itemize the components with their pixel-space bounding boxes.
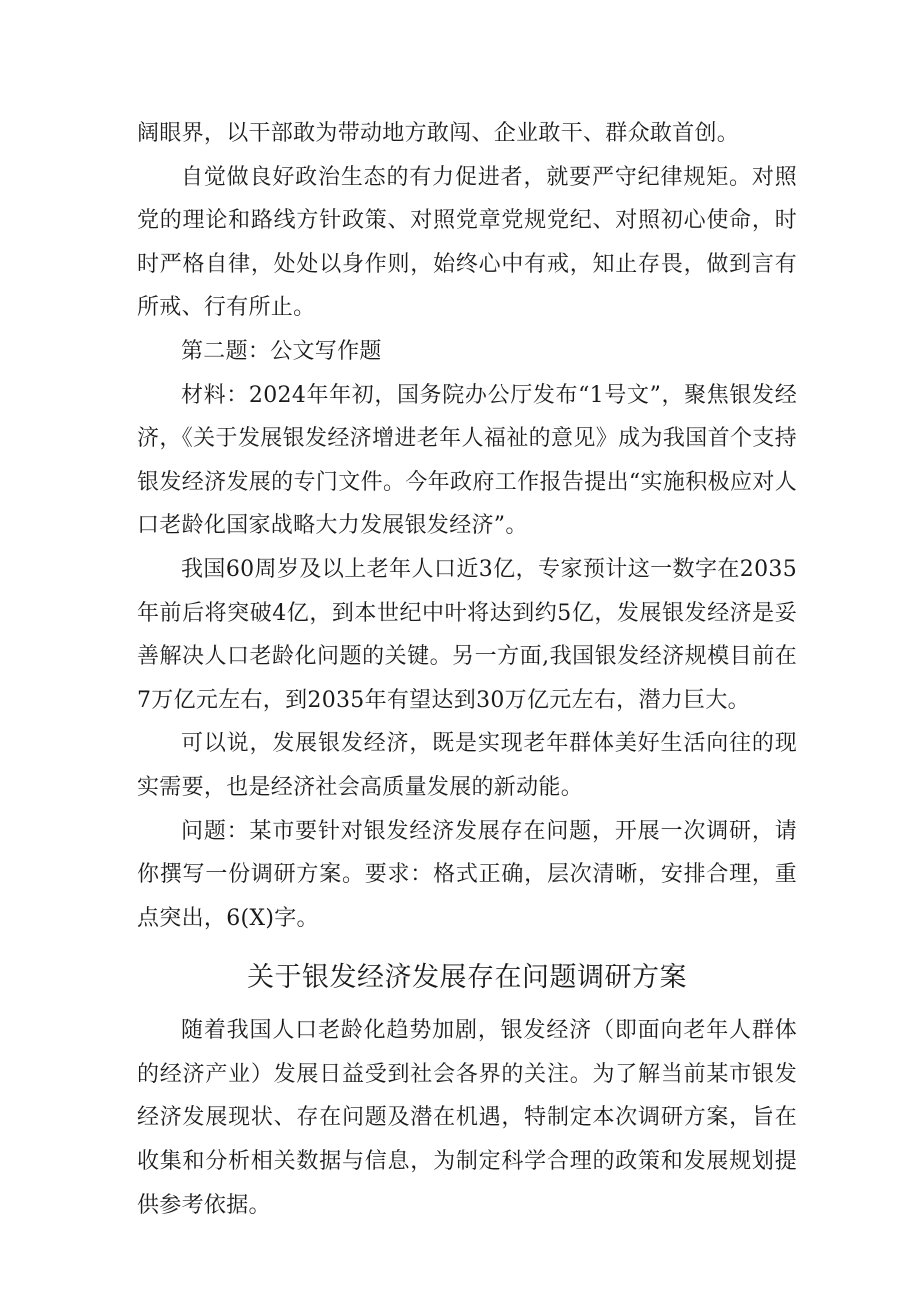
paragraph-continuation: 阔眼界，以干部敢为带动地方敢闯、企业敢干、群众敢首创。 [137, 121, 740, 146]
document-body [137, 112, 797, 1227]
paragraph-material: 材料：2024年年初，国务院办公厅发布“1号文”，聚焦银发经济，《关于发展银发经济增进老年人福祉的意见》成为我国首个支持银发经济发展的专门文件。今年政府工作报告提出“实施积极应对人口老龄化国家战略大力发展银发经济”。 [137, 382, 797, 539]
paragraph-conclusion: 可以说，发展银发经济，既是实现老年群体美好生活向往的现实需要，也是经济社会高质量发展的新动能。 [137, 731, 797, 800]
paragraph-discipline: 自觉做良好政治生态的有力促进者，就要严守纪律规矩。对照党的理论和路线方针政策、对照党章党规党纪、对照初心使命，时时严格自律，处处以身作则，始终心中有戒，知止存畏，做到言有所戒、行有所止。 [137, 164, 797, 321]
paragraph-question: 问题：某市要针对银发经济发展存在问题，开展一次调研，请你撰写一份调研方案。要求：格式正确，层次清晰，安排合理，重点突出，6(X)字。 [137, 818, 797, 931]
paragraph-intro: 随着我国人口老龄化趋势加剧，银发经济（即面向老年人群体的经济产业）发展日益受到社会各界的关注。为了解当前某市银发经济发展现状、存在问题及潜在机遇，特制定本次调研方案，旨在收集和分析相关数据与信息，为制定科学合理的政策和发展规划提供参考依据。 [137, 1018, 797, 1218]
question-heading: 第二题：公文写作题 [181, 338, 382, 364]
paragraph-population-stats: 我国60周岁及以上老年人口近3亿，专家预计这一数字在2035年前后将突破4亿，到本世纪中叶将达到约5亿，发展银发经济是妥善解决人口老龄化问题的关键。另一方面,我国银发经济规模目前在7万亿元左右，到2035年有望达到30万亿元左右，潜力巨大。 [137, 556, 797, 713]
document-title: 关于银发经济发展存在问题调研方案 [247, 962, 687, 994]
